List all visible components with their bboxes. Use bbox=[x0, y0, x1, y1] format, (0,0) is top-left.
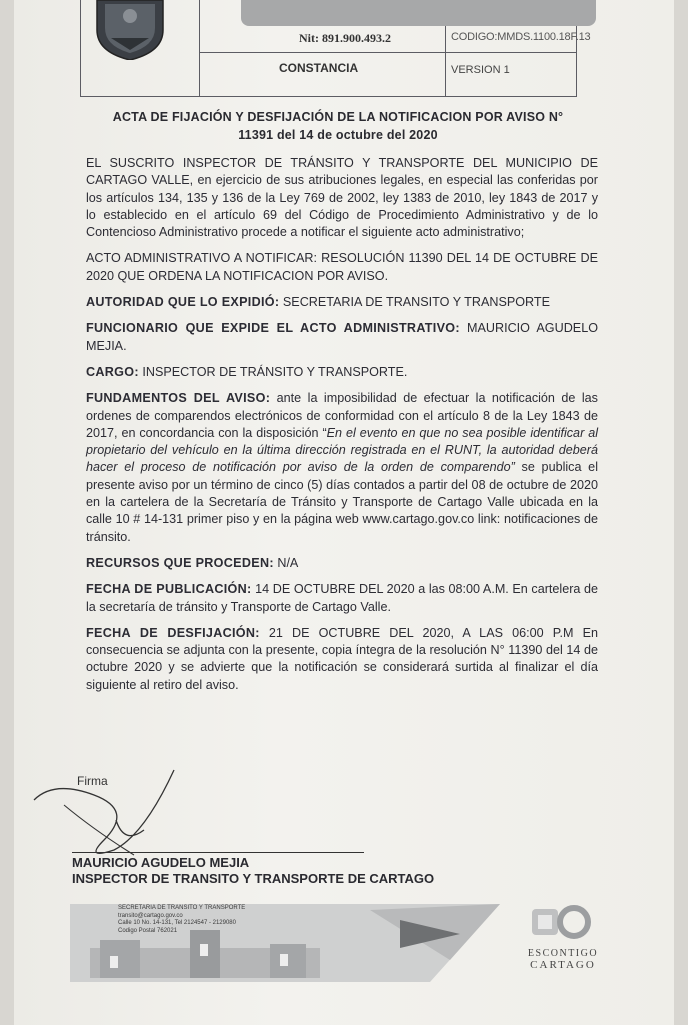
publicacion-label: FECHA DE PUBLICACIÓN: bbox=[86, 582, 252, 597]
firma-label: Firma bbox=[77, 774, 108, 788]
fundamentos-text-a: ante la imposibilidad de efectuar la notificación de las ordenes de comparendos electrónicos de conformidad con el artículo 8 de la Ley 1843 de 2017, en concordancia con la disposición “ bbox=[86, 391, 598, 440]
funcionario-paragraph bbox=[86, 320, 598, 355]
fundamentos-text-b: se publica el presente aviso por un término de cinco (5) días contados a partir del 08 de octubre de 2020 en la cartelera de la Secretaría de Tránsito y Transporte de Cartago Valle ubicada en la calle 10 # 14-131 primer piso y en la página web www.cartago.gov.co link: notificaciones de tránsito. bbox=[86, 460, 598, 544]
cartago-logo-icon bbox=[528, 905, 598, 939]
recursos-value: N/A bbox=[273, 555, 299, 570]
document-body bbox=[86, 155, 598, 703]
redaction-bar bbox=[241, 0, 596, 26]
desfijacion-paragraph bbox=[86, 625, 598, 694]
document-header bbox=[80, 0, 591, 97]
cargo-paragraph bbox=[86, 364, 598, 381]
signer-block bbox=[72, 855, 434, 887]
footer-address: Calle 10 No. 14-131, Tel 2124547 - 2129080 bbox=[118, 920, 236, 926]
fundamentos-paragraph bbox=[86, 390, 598, 546]
municipal-shield-icon bbox=[91, 0, 169, 60]
nit-number: Nit: 891.900.493.2 bbox=[299, 31, 391, 45]
footer-email: transito@cartago.gov.co bbox=[118, 912, 183, 919]
signature-line bbox=[72, 852, 364, 853]
cargo-value: INSPECTOR DE TRÁNSITO Y TRANSPORTE. bbox=[138, 364, 408, 379]
handwritten-signature bbox=[24, 760, 224, 860]
autoridad-label: AUTORIDAD QUE LO EXPIDIÓ: bbox=[86, 295, 280, 310]
signer-name: MAURICIO AGUDELO MEJIA bbox=[72, 855, 250, 870]
document-type: CONSTANCIA bbox=[279, 61, 359, 75]
title-line-2: 11391 del 14 de octubre del 2020 bbox=[238, 128, 438, 142]
funcionario-value: MAURICIO AGUDELO MEJIA. bbox=[86, 321, 598, 353]
logo-text-2: CARTAGO bbox=[530, 959, 596, 971]
document-version: VERSION 1 bbox=[451, 64, 510, 76]
title-line-1: ACTA DE FIJACIÓN Y DESFIJACIÓN DE LA NOTIFICACION POR AVISO N° bbox=[112, 110, 564, 124]
document-title bbox=[78, 108, 598, 144]
fundamentos-label: FUNDAMENTOS DEL AVISO: bbox=[86, 391, 271, 406]
autoridad-paragraph bbox=[86, 294, 598, 311]
fundamentos-quote: En el evento en que no sea posible identificar al propietario del vehículo en la última dirección registrada en el RUNT, la autoridad deberá hacer el proceso de notificación por aviso de la orden de comparendo” bbox=[86, 425, 598, 475]
footer-contact bbox=[118, 905, 245, 935]
acto-paragraph: ACTO ADMINISTRATIVO A NOTIFICAR: RESOLUCIÓN 11390 DEL 14 DE OCTUBRE DE 2020 QUE ORDENA LA NOTIFICACION POR AVISO. bbox=[86, 251, 598, 283]
escontigo-logo bbox=[522, 905, 604, 975]
recursos-label: RECURSOS QUE PROCEDEN: bbox=[86, 555, 274, 570]
funcionario-label: FUNCIONARIO QUE EXPIDE EL ACTO ADMINISTRATIVO: bbox=[86, 321, 460, 336]
desfijacion-value: 21 DE OCTUBRE DEL 2020, A LAS 06:00 P.M En consecuencia se adjunta con la presente, copia íntegra de la resolución N° 11390 del 14 de octubre 2020 y se advierte que la notificación se considerará surtida al finalizar el día siguiente al retiro del aviso. bbox=[86, 625, 598, 692]
recursos-paragraph bbox=[86, 555, 598, 572]
signer-role: INSPECTOR DE TRANSITO Y TRANSPORTE DE CARTAGO bbox=[72, 871, 435, 886]
footer-line-1: SECRETARIA DE TRANSITO Y TRANSPORTE bbox=[118, 905, 246, 911]
logo-text-1: ESCONTIGO bbox=[527, 948, 599, 959]
footer-postal: Codigo Postal 762021 bbox=[118, 927, 178, 934]
publicacion-value: 14 DE OCTUBRE DEL 2020 a las 08:00 A.M. En cartelera de la secretaría de tránsito y Transporte de Cartago Valle. bbox=[86, 582, 598, 614]
cargo-label: CARGO: bbox=[86, 364, 139, 379]
intro-paragraph: EL SUSCRITO INSPECTOR DE TRÁNSITO Y TRANSPORTE DEL MUNICIPIO DE CARTAGO VALLE, en ejercicio de sus atribuciones legales, en especial las conferidas por los artículos 134, 135 y 136 de la Ley 769 de 2002, ley 1383 de 2010, ley 1843 de 2017 y lo establecido en el artículo 69 del Código de Procedimiento Administrativo y de lo Contencioso Administrativo procede a notificar el siguiente acto administrativo; bbox=[86, 156, 598, 240]
document-code: CODIGO:MMDS.1100.18F.13 bbox=[451, 31, 591, 43]
desfijacion-label: FECHA DE DESFIJACIÓN: bbox=[86, 625, 260, 640]
publicacion-paragraph bbox=[86, 581, 598, 616]
autoridad-value: SECRETARIA DE TRANSITO Y TRANSPORTE bbox=[279, 295, 550, 310]
